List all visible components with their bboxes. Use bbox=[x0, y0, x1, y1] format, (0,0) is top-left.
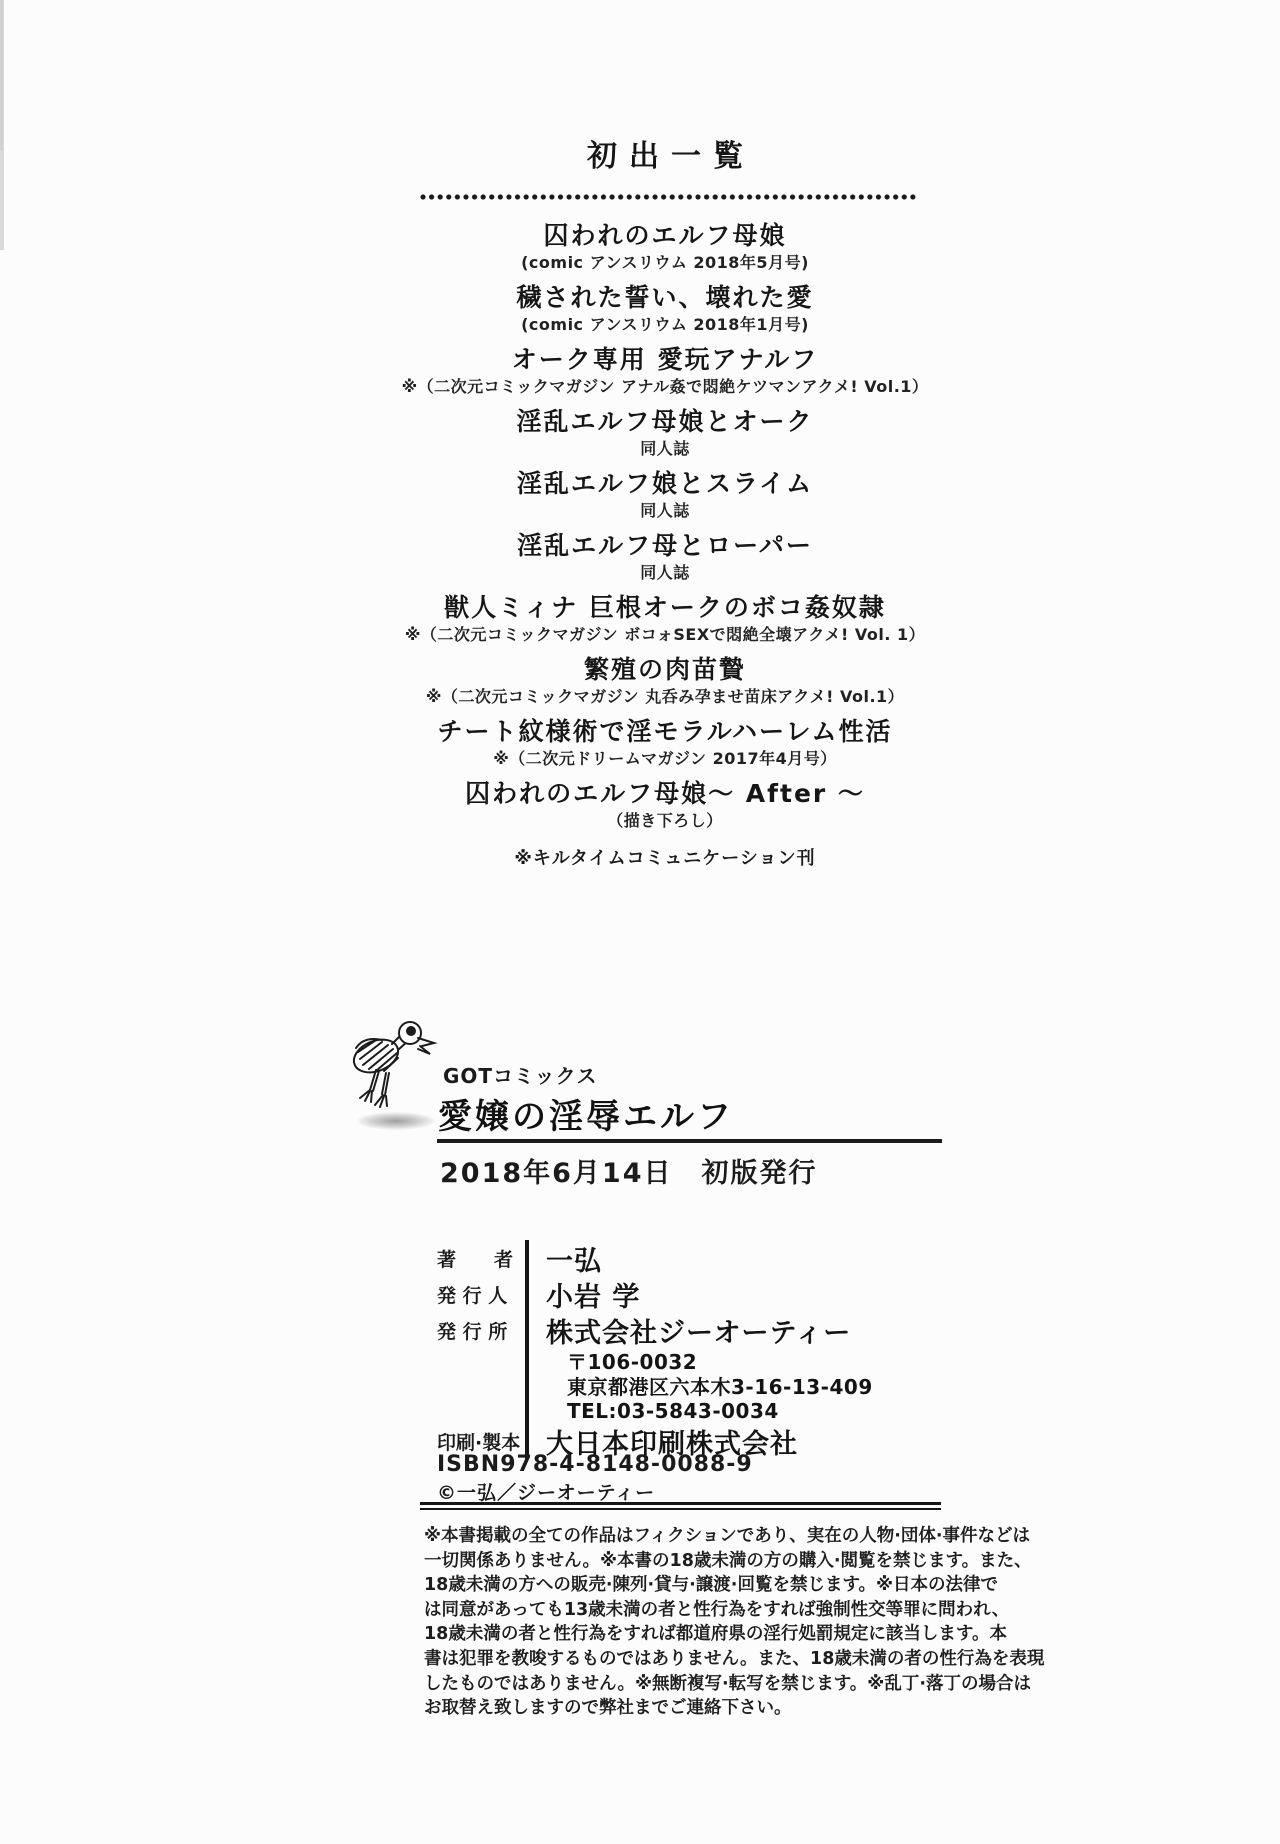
credit-value: 株式会社ジーオーティー bbox=[525, 1312, 851, 1348]
disclaimer-divider bbox=[420, 1502, 941, 1510]
work-title: 囚われのエルフ母娘〜 After 〜 bbox=[465, 779, 865, 808]
work-source: 同人誌 bbox=[640, 563, 690, 582]
work-source: (comic アンスリウム 2018年5月号) bbox=[521, 253, 809, 272]
work-title: 繁殖の肉苗贄 bbox=[583, 655, 746, 684]
credit-label: 印刷·製本 bbox=[437, 1431, 521, 1454]
publisher-footnote: ※キルタイムコミュニケーション刊 bbox=[514, 848, 816, 869]
disclaimer-line: お取替え致しますので弊社までご連絡下さい。 bbox=[424, 1698, 792, 1719]
credit-row-phone bbox=[437, 1398, 873, 1423]
credit-label: 著 者 bbox=[437, 1248, 514, 1271]
credit-value: 一弘 bbox=[525, 1240, 602, 1276]
work-source: ※（二次元コミックマガジン ボコォSEXで悶絶全壊アクメ! Vol. 1） bbox=[404, 625, 926, 644]
credit-value: 小岩 学 bbox=[525, 1276, 640, 1312]
work-title: 囚われのエルフ母娘 bbox=[543, 221, 787, 250]
dotted-divider bbox=[420, 193, 918, 201]
list-item bbox=[345, 530, 985, 584]
print-date: 2018年6月14日 初版発行 bbox=[440, 1158, 818, 1189]
list-item bbox=[345, 282, 985, 336]
credit-row-author bbox=[437, 1240, 873, 1276]
credit-value: 大日本印刷株式会社 bbox=[525, 1423, 798, 1459]
list-item bbox=[345, 716, 985, 770]
work-title: 獣人ミィナ 巨根オークのボコ姦奴隷 bbox=[444, 593, 886, 622]
book-title: 愛嬢の淫辱エルフ bbox=[438, 1097, 734, 1137]
disclaimer-line: ※本書掲載の全ての作品はフィクションであり、実在の人物·団体·事件などは bbox=[424, 1526, 1031, 1546]
disclaimer-line: 書は犯罪を教唆するものではありません。また、18歳未満の者の性行為を表現 bbox=[424, 1648, 1045, 1669]
list-item bbox=[345, 220, 985, 274]
title-underline bbox=[437, 1139, 942, 1143]
work-title: 淫乱エルフ母娘とオーク bbox=[516, 407, 814, 436]
credits-table bbox=[437, 1240, 873, 1459]
list-item bbox=[345, 406, 985, 460]
list-item bbox=[345, 654, 985, 708]
credit-row-publisher-person bbox=[437, 1276, 873, 1312]
work-title: 淫乱エルフ娘とスライム bbox=[516, 469, 814, 498]
credit-row-postal-code bbox=[437, 1348, 873, 1373]
work-source: 同人誌 bbox=[640, 439, 690, 458]
bird-sketch-logo-icon bbox=[346, 1018, 440, 1122]
credit-value: TEL:03-5843-0034 bbox=[525, 1398, 779, 1423]
disclaimer-line: したものではありません。※無断複写·転写を禁じます。※乱丁·落丁の場合は bbox=[424, 1673, 1031, 1694]
disclaimer-line: 18歳未満の者と性行為をすれば都道府県の淫行処罰規定に該当します。本 bbox=[424, 1624, 1007, 1645]
work-title: チート紋様術で淫モラルハーレム性活 bbox=[437, 717, 893, 746]
disclaimer-line: 18歳未満の方への販売·陳列·貸与·譲渡·回覧を禁じます。※日本の法律で bbox=[424, 1575, 999, 1596]
list-item bbox=[345, 592, 985, 646]
list-item bbox=[345, 344, 985, 398]
first-publication-list bbox=[345, 220, 985, 870]
disclaimer-line: は同意があっても13歳未満の者と性行為をすれば強制性交等罪に問われ、 bbox=[424, 1599, 1010, 1620]
disclaimer-line: 一切関係ありません。※本書の18歳未満の方の購入·閲覧を禁じます。また、 bbox=[424, 1550, 1032, 1571]
scan-edge-artifact bbox=[0, 0, 3, 150]
list-item bbox=[345, 778, 985, 832]
credit-value: 〒106-0032 bbox=[525, 1348, 697, 1373]
credit-label: 発 行 人 bbox=[437, 1284, 508, 1307]
imprint-label: GOTコミックス bbox=[443, 1064, 598, 1088]
work-source: 同人誌 bbox=[640, 501, 690, 520]
work-source: （描き下ろし） bbox=[607, 811, 723, 830]
first-publication-list-title: 初出一覧 bbox=[587, 139, 755, 174]
list-item bbox=[345, 468, 985, 522]
credit-label: 発 行 所 bbox=[437, 1320, 508, 1343]
work-source: ※（二次元コミックマガジン 丸呑み孕ませ苗床アクメ! Vol.1） bbox=[425, 687, 905, 706]
credit-row-address bbox=[437, 1373, 873, 1398]
credit-value: 東京都港区六本木3-16-13-409 bbox=[525, 1373, 873, 1398]
work-title: オーク専用 愛玩アナルフ bbox=[511, 345, 819, 374]
work-source: (comic アンスリウム 2018年1月号) bbox=[521, 315, 809, 334]
credit-row-publisher-company bbox=[437, 1312, 873, 1348]
disclaimer-text bbox=[424, 1524, 1045, 1721]
copyright: ©一弘／ジーオーティー bbox=[437, 1482, 656, 1504]
isbn: ISBN978-4-8148-0088-9 bbox=[437, 1452, 753, 1477]
work-source: ※（二次元ドリームマガジン 2017年4月号） bbox=[493, 749, 837, 768]
work-source: ※（二次元コミックマガジン アナル姦で悶絶ケツマンアクメ! Vol.1） bbox=[401, 377, 929, 396]
work-title: 淫乱エルフ母とローパー bbox=[517, 531, 813, 560]
logo-shadow bbox=[356, 1112, 436, 1130]
work-title: 穢された誓い、壊れた愛 bbox=[516, 283, 814, 312]
